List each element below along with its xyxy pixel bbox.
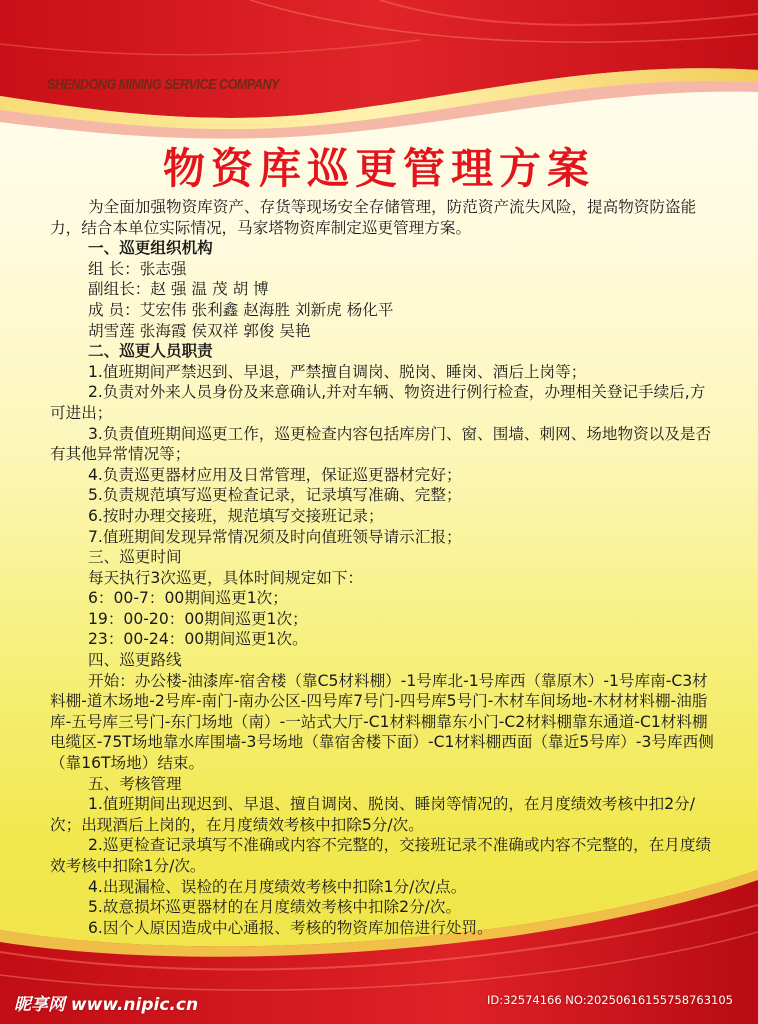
- assessment-item: 1.值班期间出现迟到、早退、擅自调岗、脱岗、睡岗等情况的，在月度绩效考核中扣2分/次；出现酒后上岗的，在月度绩效考核中扣除5分/次。: [50, 795, 696, 834]
- section-heading-assessment: 五、考核管理: [88, 774, 182, 793]
- section-heading-patrol-time: 三、巡更时间: [88, 548, 182, 567]
- intro-paragraph: 为全面加强物资库资产、存货等现场安全存储管理，防范资产流失风险，提高物资防盗能力，结合本单位实际情况，马家塔物资库制定巡更管理方案。: [50, 198, 697, 237]
- time-line: 19：00-20：00期间巡更1次；: [88, 609, 308, 628]
- time-line: 每天执行3次巡更，具体时间规定如下：: [88, 568, 364, 587]
- duty-item: 7.值班期间发现异常情况须及时向值班领导请示汇报；: [88, 527, 462, 546]
- assessment-item: 6.因个人原因造成中心通报、考核的物资库加倍进行处罚。: [88, 918, 493, 937]
- watermark-site: 昵享网 www.nipic.cn: [14, 995, 199, 1015]
- assessment-item: 5.故意损坏巡更器材的在月度绩效考核中扣除2分/次。: [88, 898, 462, 917]
- section-heading-patrol-route: 四、巡更路线: [88, 651, 182, 670]
- assessment-item: 2.巡更检查记录填写不准确或内容不完整的，交接班记录不准确或内容不完整的，在月度绩效考核中扣除1分/次。: [50, 836, 712, 875]
- time-line: 23：00-24：00期间巡更1次。: [88, 630, 308, 649]
- org-line: 组 长：张志强: [88, 259, 187, 278]
- section-heading-organization: 一、巡更组织机构: [88, 239, 213, 258]
- org-line: 成 员：艾宏伟 张利鑫 赵海胜 刘新虎 杨化平: [88, 300, 394, 319]
- assessment-item: 4.出现漏检、误检的在月度绩效考核中扣除1分/次/点。: [88, 877, 467, 896]
- watermark-id: ID:32574166 NO:20250616155758763105: [487, 993, 733, 1007]
- section-heading-duties: 二、巡更人员职责: [88, 342, 213, 361]
- duty-item: 4.负责巡更器材应用及日常管理，保证巡更器材完好；: [88, 465, 462, 484]
- page-title: 物资库巡更管理方案: [162, 144, 595, 193]
- duty-item: 1.值班期间严禁迟到、早退，严禁擅自调岗、脱岗、睡岗、酒后上岗等；: [88, 362, 587, 381]
- company-name: SHENDONG MINING SERVICE COMPANY: [47, 76, 279, 93]
- duty-item: 3.负责值班期间巡更工作，巡更检查内容包括库房门、窗、围墙、刺网、场地物资以及是否有其他异常情况等；: [50, 424, 712, 464]
- duty-item: 6.按时办理交接班，规范填写交接班记录；: [88, 506, 384, 525]
- org-line: 副组长：赵 强 温 茂 胡 博: [88, 280, 269, 299]
- route-paragraph: 开始：办公楼-油漆库-宿舍楼（靠C5材料棚）-1号库北-1号库西（靠原木）-1号库南-C3材料棚-道木场地-2号库-南门-南办公区-四号库7号门-四号库5号门-木材车间场地-木材材料棚-油脂库-五号库三号门-东门场地（南）-一站式大厅-C1材料棚靠东小门-C2材料棚靠东通道-C1材料棚电缆区-75T场地靠水库围墙-3号场地（靠宿舍楼下面）-C1材料棚西面（靠近5号库）-3号库西侧（靠16T场地）结束。: [50, 671, 714, 773]
- duty-item: 2.负责对外来人员身份及来意确认,并对车辆、物资进行例行检查，办理相关登记手续后,方可进出；: [50, 383, 706, 422]
- time-line: 6：00-7：00期间巡更1次；: [88, 589, 288, 608]
- duty-item: 5.负责规范填写巡更检查记录，记录填写准确、完整；: [88, 486, 462, 505]
- org-line: 胡雪莲 张海霞 侯双祥 郭俊 吴艳: [88, 321, 311, 340]
- document-body: [50, 197, 716, 938]
